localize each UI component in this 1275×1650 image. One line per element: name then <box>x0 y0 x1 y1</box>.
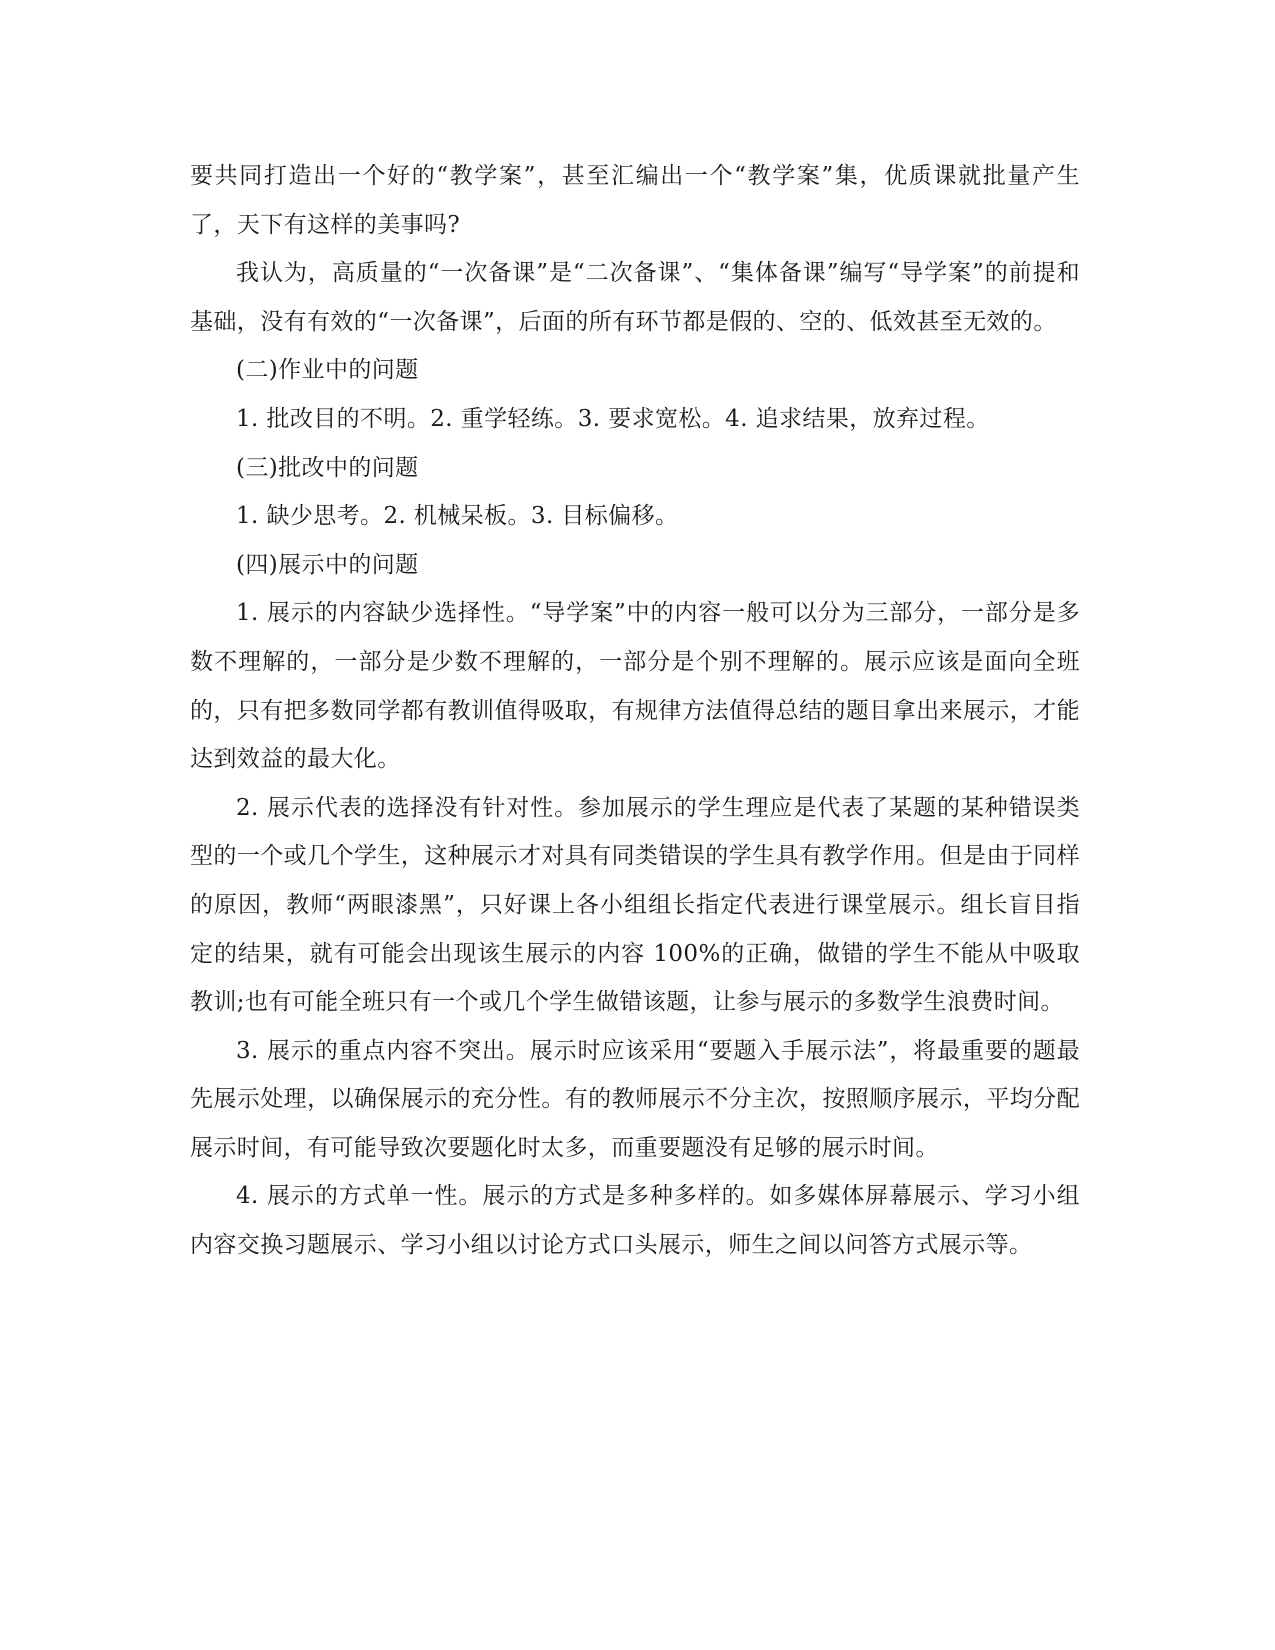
paragraph-presentation-issue-4: 4. 展示的方式单一性。展示的方式是多种多样的。如多媒体屏幕展示、学习小组内容交换习题展示、学习小组以讨论方式口头展示，师生之间以问答方式展示等。 <box>190 1183 1080 1259</box>
section-heading-homework: (二)作业中的问题 <box>236 357 419 384</box>
document-body <box>190 152 1080 1270</box>
paragraph-presentation-issue-3: 3. 展示的重点内容不突出。展示时应该采用“要题入手展示法”，将最重要的题最先展示处理，以确保展示的充分性。有的教师展示不分主次，按照顺序展示，平均分配展示时间，有可能导致次要题化时太多，而重要题没有足够的展示时间。 <box>190 1037 1080 1161</box>
paragraph-homework-issues: 1. 批改目的不明。2. 重学轻练。3. 要求宽松。4. 追求结果，放弃过程。 <box>236 405 990 432</box>
paragraph-presentation-issue-2: 2. 展示代表的选择没有针对性。参加展示的学生理应是代表了某题的某种错误类型的一个或几个学生，这种展示才对具有同类错误的学生具有教学作用。但是由于同样的原因，教师“两眼漆黑”，只好课上各小组组长指定代表进行课堂展示。组长盲目指定的结果，就有可能会出现该生展示的内容 100%的正确，做错的学生不能从中吸取教训;也有可能全班只有一个或几个学生做错该题，让参与展示的多数学生浪费时间。 <box>190 794 1080 1016</box>
paragraph-grading-issues: 1. 缺少思考。2. 机械呆板。3. 目标偏移。 <box>236 503 679 530</box>
section-heading-presentation: (四)展示中的问题 <box>236 551 419 578</box>
paragraph-continuation: 要共同打造出一个好的“教学案”，甚至汇编出一个“教学案”集，优质课就批量产生了，天下有这样的美事吗? <box>190 163 1080 238</box>
paragraph-presentation-issue-1: 1. 展示的内容缺少选择性。“导学案”中的内容一般可以分为三部分，一部分是多数不理解的，一部分是少数不理解的，一部分是个别不理解的。展示应该是面向全班的，只有把多数同学都有教训值得吸取，有规律方法值得总结的题目拿出来展示，才能达到效益的最大化。 <box>190 600 1080 773</box>
paragraph-first-lesson-prep: 我认为，高质量的“一次备课”是“二次备课”、“集体备课”编写“导学案”的前提和基础，没有有效的“一次备课”，后面的所有环节都是假的、空的、低效甚至无效的。 <box>190 260 1080 335</box>
section-heading-grading: (三)批改中的问题 <box>236 454 419 481</box>
